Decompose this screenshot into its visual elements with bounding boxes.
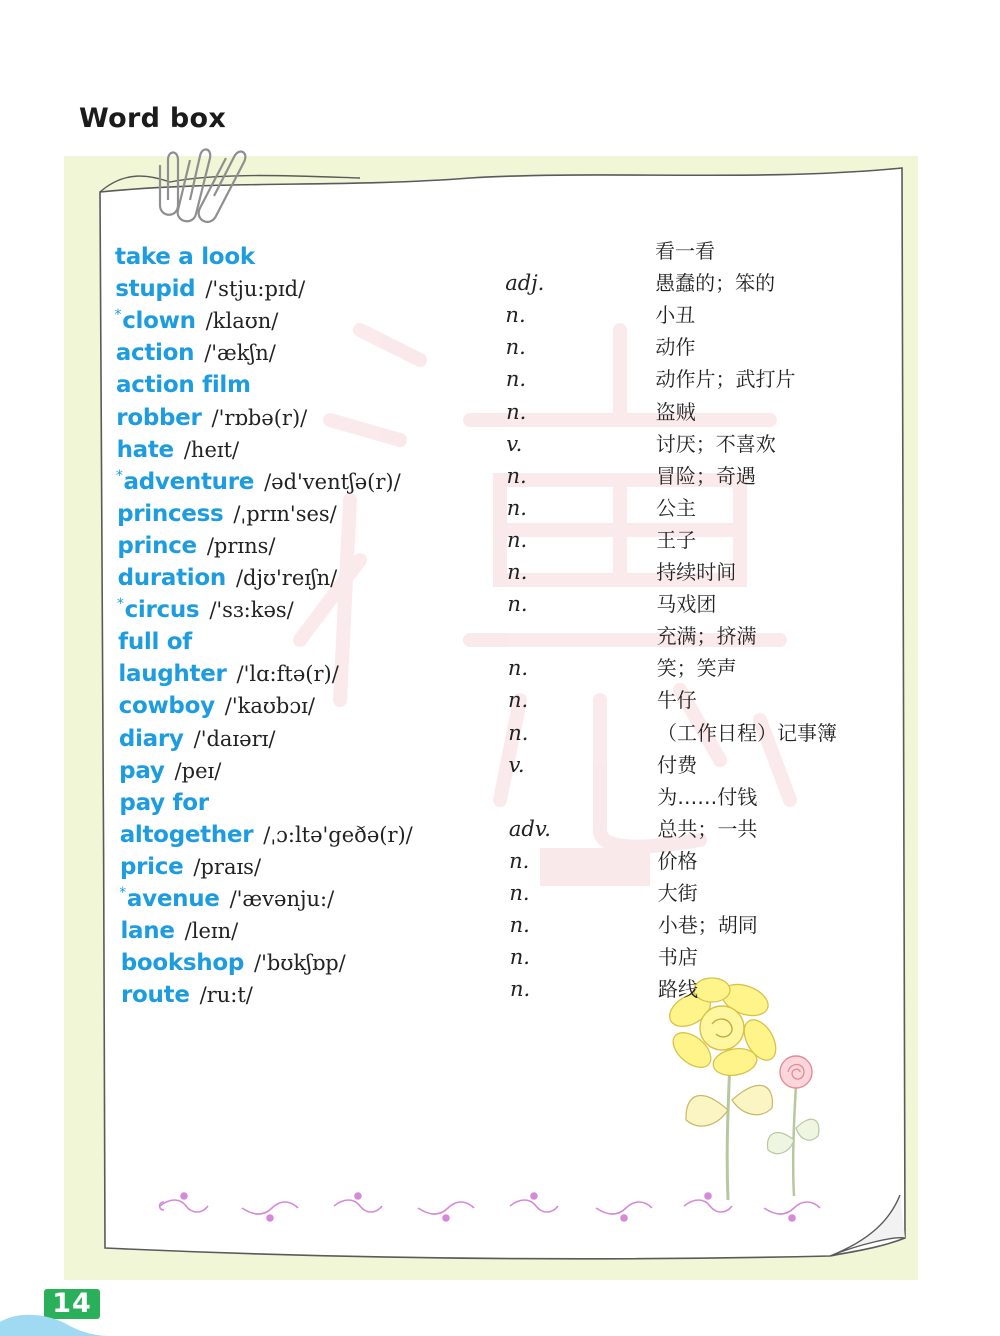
entry-phonetic: /praɪs/: [193, 854, 262, 879]
entry-word-text: bookshop: [120, 950, 245, 977]
entry-phonetic: /heɪt/: [183, 437, 240, 462]
entry-part-of-speech: n.: [505, 367, 527, 392]
entry-word: [117, 589, 294, 625]
word-row: [0, 846, 1000, 878]
entry-word: [118, 782, 218, 818]
entry-part-of-speech: n.: [509, 913, 530, 938]
entry-word: [116, 525, 275, 561]
word-row: [0, 525, 1000, 557]
word-row: [0, 782, 1000, 814]
entry-word: [115, 364, 261, 400]
entry-word: [115, 300, 279, 336]
entry-word-text: diary: [118, 725, 184, 752]
word-row: [0, 942, 1000, 977]
entry-star: *: [115, 467, 123, 484]
entry-word-text: princess: [117, 500, 224, 527]
entry-meaning: 价格: [657, 848, 698, 873]
entry-meaning: 充满；挤满: [656, 624, 757, 649]
entry-meaning: 公主: [656, 495, 697, 520]
word-row: [0, 685, 1000, 720]
entry-word-text: pay for: [119, 789, 209, 816]
word-row: [0, 814, 1000, 846]
entry-word-text: take a look: [115, 244, 255, 270]
entry-part-of-speech: adv.: [508, 816, 551, 841]
entry-meaning: 笑；笑声: [656, 656, 737, 681]
word-row: [0, 268, 1000, 303]
entry-part-of-speech: n.: [507, 592, 528, 617]
entry-meaning: 牛仔: [656, 688, 697, 713]
entry-word-text: circus: [124, 597, 200, 624]
entry-phonetic: /'kaʊbɔɪ/: [224, 694, 315, 719]
word-row: [0, 429, 1000, 461]
entry-word-text: cowboy: [118, 693, 215, 720]
entry-phonetic: /leɪn/: [184, 919, 239, 944]
entry-word-text: lane: [120, 918, 175, 945]
entry-word: [117, 621, 202, 657]
entry-part-of-speech: v.: [506, 431, 523, 456]
entry-word: [117, 557, 338, 593]
word-row: [0, 236, 1000, 268]
entry-meaning: 马戏团: [656, 592, 717, 617]
entry-word-text: duration: [117, 565, 226, 591]
entry-phonetic: /'rɒbə(r)/: [211, 405, 308, 430]
entry-word-text: laughter: [118, 661, 227, 688]
entry-word-text: price: [119, 853, 184, 880]
entry-word-text: avenue: [126, 886, 220, 912]
entry-star: *: [116, 596, 124, 613]
entry-phonetic: /'ævənju:/: [229, 887, 335, 911]
entry-meaning: 冒险；奇遇: [655, 463, 756, 488]
entry-word: [119, 910, 238, 946]
entry-phonetic: /əd'ventʃə(r)/: [264, 469, 401, 494]
entry-word-text: action film: [116, 372, 251, 399]
page-title: Word box: [79, 103, 227, 134]
entry-meaning: 付费: [657, 752, 698, 777]
entry-phonetic: /klaʊn/: [205, 309, 279, 334]
entry-word: [119, 814, 413, 850]
entry-meaning: 小巷；胡同: [657, 913, 758, 938]
entry-phonetic: /peɪ/: [174, 758, 222, 783]
entry-part-of-speech: n.: [509, 945, 530, 970]
entry-phonetic: /'stju:pɪd/: [205, 277, 306, 302]
entry-word: [114, 236, 265, 272]
word-row: [0, 878, 1000, 910]
entry-meaning: 王子: [656, 527, 697, 552]
entry-part-of-speech: n.: [509, 881, 530, 905]
word-row: [0, 397, 1000, 429]
entry-word: [115, 332, 276, 368]
entry-word: [118, 685, 315, 721]
entry-phonetic: /ˌprɪn'ses/: [233, 501, 337, 526]
entry-word: [118, 750, 221, 786]
entry-word-text: altogether: [119, 821, 254, 848]
entry-word: [120, 974, 253, 1010]
entry-part-of-speech: adj.: [505, 271, 545, 296]
entry-word: [116, 429, 240, 465]
word-row: [0, 974, 1000, 1009]
entry-meaning: 持续时间: [656, 560, 737, 584]
page-number: 14: [52, 1288, 92, 1319]
entry-word: [119, 878, 334, 914]
entry-meaning: 看一看: [655, 239, 715, 263]
entry-part-of-speech: n.: [506, 495, 527, 520]
word-row: [0, 461, 1000, 493]
entry-phonetic: /ˌɔ:ltə'geðə(r)/: [263, 822, 413, 847]
entry-part-of-speech: n.: [507, 560, 528, 584]
entry-meaning: （工作日程）记事簿: [656, 720, 837, 745]
entry-word: [116, 493, 337, 529]
entry-part-of-speech: n.: [509, 848, 530, 873]
entry-phonetic: /'lɑ:ftə(r)/: [236, 662, 339, 687]
entry-meaning: 愚蠢的；笨的: [655, 271, 776, 296]
entry-word-text: prince: [117, 532, 197, 559]
entry-word: [117, 653, 338, 689]
entry-phonetic: /ru:t/: [199, 983, 253, 1008]
entry-part-of-speech: n.: [507, 656, 529, 681]
entry-word: [118, 718, 276, 754]
entry-word: [115, 397, 307, 433]
entry-meaning: 动作: [655, 335, 696, 360]
entry-meaning: 大街: [657, 881, 698, 905]
entry-word-text: route: [121, 982, 190, 1009]
word-row: [0, 557, 1000, 589]
entry-star: *: [119, 885, 126, 901]
word-row: [0, 653, 1000, 688]
entry-meaning: 动作片；武打片: [655, 367, 796, 392]
entry-word: [114, 268, 305, 304]
entry-part-of-speech: n.: [510, 977, 531, 1002]
word-row: [0, 750, 1000, 782]
entry-meaning: 为……付钱: [657, 784, 758, 809]
word-row: [0, 332, 1000, 367]
entry-phonetic: /'bʊkʃɒp/: [254, 951, 346, 976]
entry-word: [120, 942, 346, 978]
entry-word-text: hate: [116, 436, 174, 463]
entry-part-of-speech: n.: [506, 463, 527, 488]
word-row: [0, 364, 1000, 399]
entry-word: [119, 846, 261, 882]
word-row: [0, 589, 1000, 624]
entry-meaning: 总共；一共: [657, 816, 758, 841]
entry-part-of-speech: n.: [508, 688, 529, 713]
entry-meaning: 盗贼: [655, 399, 696, 424]
entry-part-of-speech: n.: [508, 720, 529, 745]
entry-phonetic: /'daɪərɪ/: [193, 726, 276, 751]
entry-part-of-speech: n.: [505, 303, 526, 328]
entry-meaning: 书店: [657, 945, 698, 970]
word-row: [0, 621, 1000, 656]
entry-word-text: clown: [122, 308, 196, 335]
entry-phonetic: /'sɜ:kəs/: [209, 598, 294, 623]
entry-part-of-speech: n.: [506, 399, 527, 424]
entry-word: [116, 461, 401, 497]
corner-wave: [0, 1296, 120, 1336]
entry-word-text: full of: [118, 629, 192, 656]
entry-word-text: stupid: [115, 276, 196, 303]
entry-phonetic: /'ækʃn/: [204, 341, 276, 366]
word-row: [0, 493, 1000, 525]
entry-meaning: 小丑: [655, 303, 696, 328]
word-row: [0, 300, 1000, 335]
entry-meaning: 路线: [658, 977, 698, 1002]
word-row: [0, 718, 1000, 750]
entry-part-of-speech: n.: [505, 335, 526, 360]
entry-word-text: adventure: [123, 468, 255, 495]
entry-star: *: [114, 307, 122, 324]
entry-word-text: pay: [119, 757, 165, 784]
entry-word-text: action: [115, 340, 195, 367]
entry-part-of-speech: v.: [508, 752, 525, 777]
entry-part-of-speech: n.: [506, 527, 528, 552]
entry-meaning: 讨厌；不喜欢: [655, 431, 776, 456]
word-row: [0, 910, 1000, 945]
entry-phonetic: /prɪns/: [206, 533, 276, 558]
entry-phonetic: /djʊ'reɪʃn/: [235, 566, 338, 590]
entry-word-text: robber: [116, 404, 202, 431]
